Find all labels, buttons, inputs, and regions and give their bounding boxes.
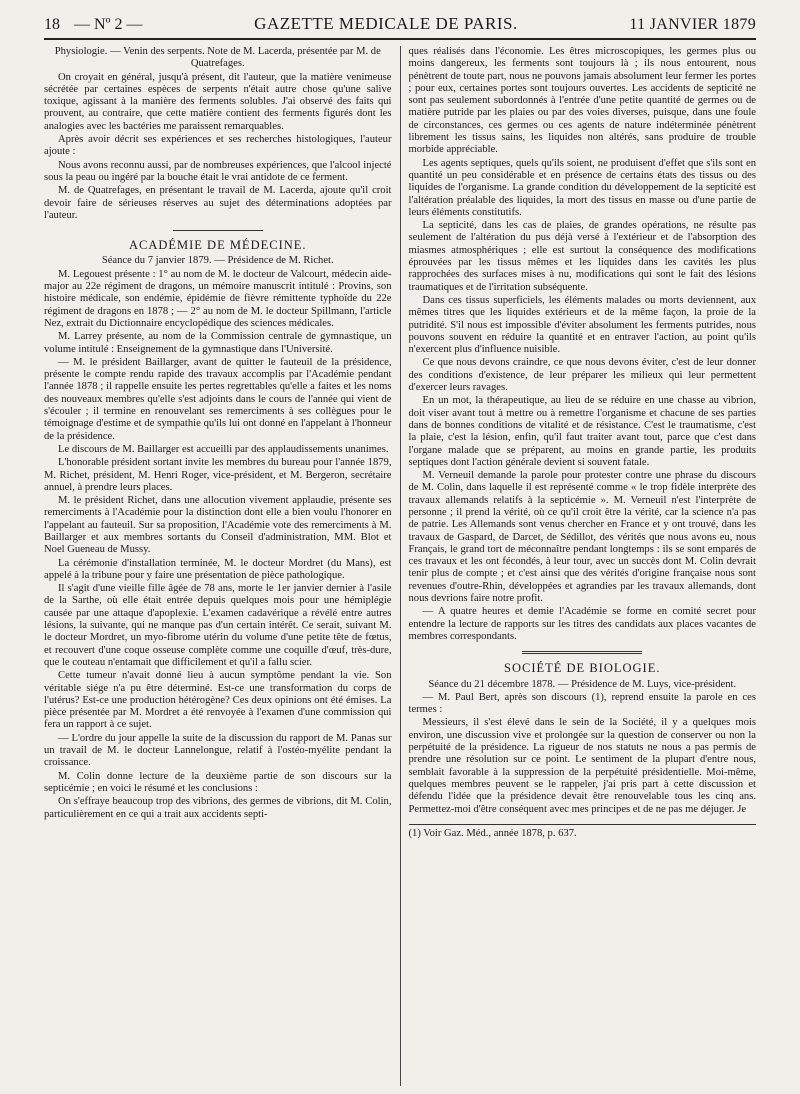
paragraph: Après avoir décrit ses expériences et ses recherches histologiques, l'auteur ajoute : [44,134,392,158]
paragraph: M. Verneuil demande la parole pour protester contre une phrase du discours de M. Colin, dans laquelle il est représenté comme « le trop fidèle interprète des travaux allemands relatifs à la septicémie ». M. Verneuil n'est l'interprète de personne ; il prend la vérité, où ce qu'il croit être la vérité, car la science n'a pas de patrie. Les Allemands sont venus chercher en France et y ont trouvé, dans les travaux de Gaspard, de Darcet, de Sédillot, des vérités que nous avons eu, nous Français, le grand tort de méconnaître pendant longtemps : ils se sont emparés de ces travaux et les ont fécondés, à leur tour, avec un succès dont M. Colin devrait tenir plus de compte ; et c'est ainsi que des vérités d'origine française nous sont revenues d'outre-Rhin, développées et agrandies par les travaux allemands, dont nous devrions faire notre profit. [408,470,756,605]
section-divider [522,651,642,654]
paragraph: Le discours de M. Baillarger est accueilli par des applaudissements unanimes. [58,443,389,455]
paragraph: Nous avons reconnu aussi, par de nombreuses expériences, que l'alcool injecté sous la peau ou ingéré par la bouche était le vrai antidote de ce ferment. [44,159,392,183]
paragraph: On s'effraye beaucoup trop des vibrions, des germes de vibrions, dit M. Colin, particulièrement en ce qui a trait aux accidents septi- [44,796,392,820]
header-left [44,16,143,34]
paragraph: Dans ces tissus superficiels, les éléments malades ou morts deviennent, aux mêmes titres que les liquides extérieurs et de la même façon, la proie de la putridité. S'il nous est impossible d'éviter absolument les ferments putrides, nous pouvons souvent en réduire la quantité et en entraver l'action, au point qu'ils n'exercent plus d'influence nuisible. [408,294,756,356]
academie-session: Séance du 7 janvier 1879. — Présidence de M. Richet. [101,255,334,267]
paragraph: Messieurs, il s'est élevé dans le sein de la Société, il y a quelques mois environ, une discussion vive et prolongée sur la question de conserver ou non la perpétuité de la présidence. La rigueur de nos statuts ne nous a pas permis de prendre une résolution sur ce point. Le sentiment de la plupart d'entre nous, semblait favorable à la suppression de la perpétuité présidentielle. Moi-même, quelques membres peuvent se le rappeler, j'ai pris part à cette discussion et défendu l'idée que la présidence devait être renouvelable tous les cinq ans. Permettez-moi d'être conséquent avec mes principes et de ne pas me déjuger. Je [408,717,756,815]
paragraph: La cérémonie d'installation terminée, M. le docteur Mordret (du Mans), est appelé à la tribune pour y faire une présentation de pièce pathologique. [44,557,392,581]
section-divider [173,230,263,231]
columns [44,46,756,1086]
paragraph: Cette tumeur n'avait donné lieu à aucun symptôme pendant la vie. Son véritable siége n'a pu être déterminé. Est-ce une transformation du corps de l'utérus? Est-ce une production hétérogène? Ces deux opinions ont été émises. La pièce présentée par M. Mordret a été renvoyée à l'examen d'une commission qui fera un rapport à ce sujet. [44,670,392,731]
paragraph: — M. Paul Bert, après son discours (1), reprend ensuite la parole en ces termes : [408,691,756,716]
page-header [44,14,756,40]
right-column [400,46,757,1086]
paragraph: M. le président Richet, dans une allocution vivement applaudie, présente ses remerciments à l'Académie pour la distinction dont elle a bien voulu l'honorer en l'appelant au fauteuil. Sur sa proposition, l'Académie vote des remerciments à M. Baillarger et aux membres sortants du Conseil d'administration, MM. Blot et Noel Gueneau de Mussy. [44,495,392,556]
biologie-session: Séance du 21 décembre 1878. — Présidence de M. Luys, vice-président. [428,678,737,690]
paragraph: — A quatre heures et demie l'Académie se forme en comité secret pour entendre la lecture de rapports sur les titres des candidats aux places vacantes de membres correspondants. [408,606,756,642]
academie-title: ACADÉMIE DE MÉDECINE. [128,238,307,253]
page-number: 18 [44,16,60,33]
paragraph: — L'ordre du jour appelle la suite de la discussion du rapport de M. Panas sur un travail de M. le docteur Lannelongue, relatif à l'ostéo-myélite pendant la croissance. [44,732,392,769]
venin-heading: Physiologie. — Venin des serpents. Note de M. Lacerda, présentée par M. de Quatrefages. [54,46,381,70]
issue-number: — Nº 2 — [74,16,143,33]
paragraph: Les agents septiques, quels qu'ils soient, ne produisent d'effet que s'ils sont en quantité un peu considérable et en présence de certains états des tissus ou des liquides de l'organisme. La grande condition du développement de la septicité est l'altération préalable des liquides, la mort des tissus en masse ou d'une partie de leurs éléments constitutifs. [408,157,756,218]
paragraph: ques réalisés dans l'économie. Les êtres microscopiques, les germes plus ou moins dangereux, les ferments sont toujours là ; ils nous entourent, nous pénètrent de toute part, nous ne pouvons jamais absolument leur fermer les portes ; pour eux, certaines portes sont toujours ouvertes. Les accidents de septicité ne sont pas seulement subordonnés à l'entrée d'une petite quantité de germes ou de matière putride par les plaies ou par des voies diverses, puisque, dans une foule de circonstances, ces germes ou ces agents de nature indéterminée pénètrent librement les tissus sains, les liquides non altérés, sans produire de trouble morbide appréciable. [408,46,756,156]
paragraph: — M. le président Baillarger, avant de quitter le fauteuil de la présidence, présente le compte rendu rapide des travaux accomplis par l'Académie pendant l'année 1878 ; il rappelle ensuite les pertes regrettables qu'elle a faites et les noms des nouveaux membres qu'elle s'est adjoints dans le cours de l'année qui vient de s'écouler ; il termine en renouvelant ses remerciments à ses collègues pour le témoignage d'estime et de sympathie qu'ils lui ont donné en l'appelant à l'honneur de la présidence. [44,356,392,442]
left-column [44,46,400,1086]
paragraph: M. de Quatrefages, en présentant le travail de M. Lacerda, ajoute qu'il croit devoir faire de sérieuses réserves au sujet des déterminations adoptées par l'auteur. [44,185,392,221]
footnote: (1) Voir Gaz. Méd., année 1878, p. 637. [409,824,757,840]
journal-title: GAZETTE MEDICALE DE PARIS. [254,14,518,33]
biologie-title: SOCIÉTÉ DE BIOLOGIE. [504,661,661,676]
paragraph: M. Legouest présente : 1° au nom de M. le docteur de Valcourt, médecin aide-major au 22e régiment de dragons, un mémoire manuscrit intitulé : Provins, son histoire médicale, son endémie, épidémie de fièvre rémittente typhoïde du 22e régiment de dragons en 1878 ; — 2° au nom de M. le docteur Spillmann, l'article Nez, extrait du Dictionnaire encyclopédique des sciences médicales. [44,268,392,329]
paragraph: M. Larrey présente, au nom de la Commission centrale de gymnastique, un volume intitulé : Enseignement de la gymnastique dans l'Université. [44,331,392,355]
paragraph: En un mot, la thérapeutique, au lieu de se réduire en une chasse au vibrion, doit viser avant tout à mettre ou à remettre l'organisme et chacune de ses parties dans de bonnes conditions de vitalité et de résistance. C'est le traumatisme, c'est la plaie, c'est la lésion, enfin, qu'il faut traiter avant tout, parce que c'est dans l'organe malade que se préparent, au moins en grande partie, les produits septiques dont l'action générale devient si souvent fatale. [408,395,756,468]
paragraph: On croyait en général, jusqu'à présent, dit l'auteur, que la matière venimeuse sécrétée par certaines espèces de serpents n'était autre chose qu'une salive toxique, agissant à la manière des ferments solubles. J'ai observé des faits qui prouvent, au contraire, que cette matière contient des ferments figurés dont les analogies avec les bactéries me paraissent remarquables. [44,71,392,132]
issue-date: 11 JANVIER 1879 [629,16,756,33]
paragraph: L'honorable président sortant invite les membres du bureau pour l'année 1879, M. Richet, président, M. Henri Roger, vice-président, et M. Bergeron, secrétaire annuel, à prendre leurs places. [44,457,392,493]
paragraph: M. Colin donne lecture de la deuxième partie de son discours sur la septicémie ; en voici le résumé et les conclusions : [44,770,392,794]
paragraph: Il s'agit d'une vieille fille âgée de 78 ans, morte le 1er janvier dernier à l'asile de la Sarthe, où elle était entrée depuis quelques mois pour une hémiplégie causée par une attaque d'apoplexie. L'examen cadavérique a révélé entre autres lésions, la suivante, qui ne manque pas d'un certain intérêt. Ce serait, suivant M. le docteur Mordret, un myo-fibrome utérin du volume d'une petite tête de fœtus, et recouvert d'une coque osseuse complète comme une coquille d'œuf, très-dure, que le couteau n'entamait que difficilement et qu'il a fallu scier. [44,583,392,668]
paragraph: La septicité, dans les cas de plaies, de grandes opérations, ne résulte pas seulement de l'altération du pus déjà versé à l'extérieur et de l'absorption des miasmes atmosphériques ; elle est surtout la conséquence des modifications éprouvées par les tissus mêmes et les liquides dans les cavités les plus rapprochées des surfaces mises à nu, modifications qui sont le fait des lésions traumatiques et de l'irritation subséquente. [408,220,756,293]
paragraph: Ce que nous devons craindre, ce que nous devons éviter, c'est de leur donner des conditions d'existence, de leur préparer les milieux qui leur permettent d'exercer leurs ravages. [408,357,756,394]
